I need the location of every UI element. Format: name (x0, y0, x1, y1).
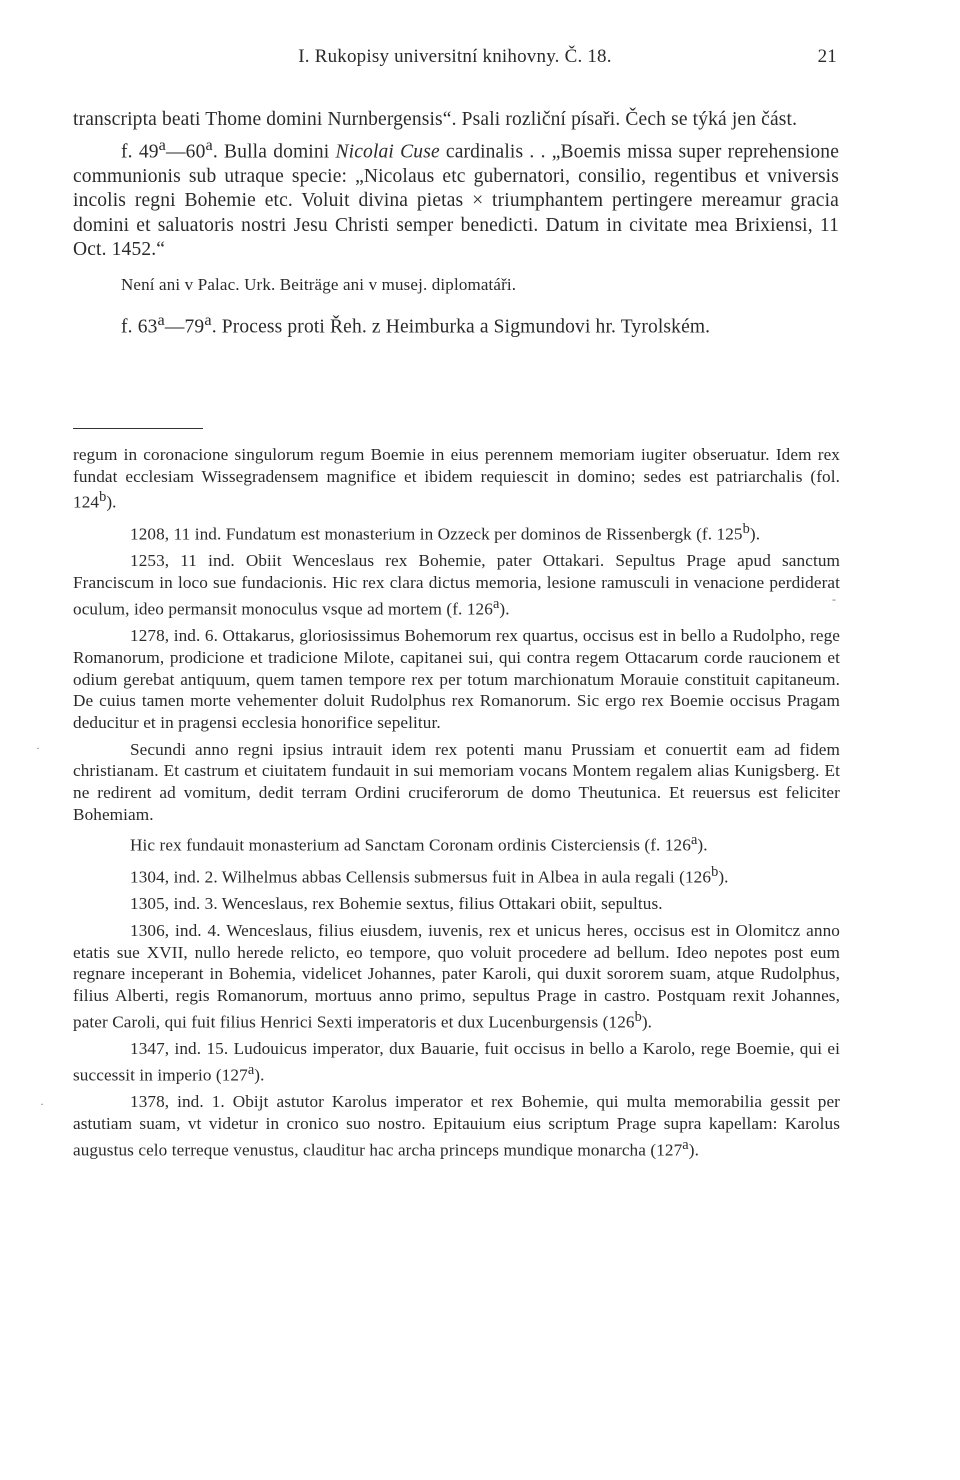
text-run: . Process proti Řeh. z Heimburka a Sigmundovi hr. Tyrolském. (211, 316, 711, 338)
superscript: a (492, 595, 500, 612)
page-header (73, 46, 837, 76)
text-run: Hic rex fundauit monasterium ad Sanctam Coronam ordinis Cisterciensis (f. 126 (130, 836, 691, 856)
text-run: ). (718, 867, 729, 887)
folio-ref: f. 63 (121, 316, 158, 338)
chronicle-paragraph (73, 519, 840, 545)
czech-description (73, 108, 839, 340)
superscript: a (682, 1136, 689, 1153)
italic-name: Nicolai Cuse (335, 141, 440, 163)
text-run: cardinalis . . „Boemis missa super reprehensione communionis sub utraque specie: „Nicolaus etc gubernatori, consilio, regentibus et vniversis incolis regni Bohemie etc. Voluit divina pietas × triumphantem pertingere mereamur gracia domini et saluatoris nostri Jesu Christi semper benedicti. Datum in civitate mea Brixiensi, 11 Oct. 1452.“ (73, 141, 840, 261)
text-run: Secundi anno regni ipsius intrauit idem rex potenti manu Prussiam et conuertit eam ad fidem christianam. Et castrum et ciuitatem fundauit in sui memoriam vocans Montem regalem alias Kunigsberg. Et ne redirent ad vomitum, dedit terram Ordini cruciferorum de domo Theutunica. Et reuersus est feliciter Bohemiam. (73, 739, 840, 824)
chronicle-paragraph (73, 862, 840, 888)
superscript: a (158, 135, 167, 154)
folio-ref: f. 49 (121, 141, 159, 163)
margin-mark: · (40, 1097, 44, 1111)
text-run: ). (641, 1012, 653, 1032)
page-number: 21 (817, 46, 837, 67)
chronicle-paragraph (73, 1091, 840, 1161)
text-run: 1278, ind. 6. Ottakarus, gloriosissimus Bohemorum rex quartus, occisus est in bello a Rudolpho, rege Romanorum, prodicione et tradicione Milote, capitanei sui, qui contra regem Ottacarum corde raucionem et odium gerebat antiquum, quem tamen tempore rex per totum marchionatum Morauie constituit capitaneum. De cuius tamen morte vehementer doluit Rudolphus rex Romanorum. Sic ergo rex Boemie occisus Pragam deducitur et in pragensi ecclesia honorifice sepelitur. (73, 626, 840, 732)
chronicle-paragraph (73, 739, 840, 826)
chronicle-paragraph (73, 893, 840, 915)
folio-ref: —60 (166, 141, 206, 163)
text-run: regum in coronacione singulorum regum Boemie in eius perennem memoriam iugiter obseruatur. Idem rex fundat ecclesiam Wissegradensem magnifice et ibidem requiescit in domino; sedes est patriarchalis (fol. 124 (73, 445, 840, 513)
running-title: I. Rukopisy universitní knihovny. Č. 18. (298, 46, 612, 67)
margin-mark: · (36, 741, 40, 755)
superscript: b (711, 863, 719, 880)
superscript: a (690, 832, 698, 849)
text-run: 1305, ind. 3. Wenceslaus, rex Bohemie sextus, filius Ottakari obiit, sepultus. (130, 894, 663, 914)
superscript: b (742, 520, 750, 537)
text-run: ). (106, 493, 117, 513)
paragraph (73, 133, 839, 263)
latin-excerpt (73, 444, 840, 1161)
chronicle-paragraph (73, 830, 840, 856)
superscript: a (204, 310, 212, 329)
margin-mark: - (832, 592, 836, 606)
text-run: ). (749, 524, 761, 544)
text-run: 1306, ind. 4. Wenceslaus, filius eiusdem, iuvenis, rex et unicus heres, occisus est in Olomitcz anno etatis sue XVII, nullo herede relicto, eo tempore, quo voluit procedere ad bellum. Ideo nepotes post eum regnare inceperant in Bohemia, videlicet Johannes, pater Karoli, qui duxit sororem suam, atque Rudolphus, filius Alberti, regis Romanorum, mortuus anno primo, sepultus Prage in castro. Postquam rexit Johannes, pater Caroli, qui fuit filius Henrici Sexti imperatoris et dux Lucenburgensis (126 (73, 921, 840, 1032)
chronicle-paragraph (73, 444, 840, 514)
paragraph (73, 308, 839, 340)
text-run: 1208, 11 ind. Fundatum est monasterium in Ozzeck per dominos de Rissenbergk (f. 125 (130, 524, 743, 544)
chronicle-paragraph (73, 920, 840, 1033)
text-run: 1378, ind. 1. Obijt astutor Karolus imperator et rex Bohemie, qui multa memorabilia gessit per astutiam suam, vt videtur in cronico suo nostro. Epitauium eius scriptum Prage supra kapellam: Karolus augustus celo terreque venustus, clauditur hac archa princeps mundique monarcha (127 (73, 1092, 840, 1160)
superscript: b (634, 1008, 642, 1025)
text-run: 1304, ind. 2. Wilhelmus abbas Cellensis submersus fuit in Albea in aula regali (126 (130, 867, 712, 887)
text-run: . Bulla domini (212, 141, 336, 163)
superscript: a (157, 310, 165, 329)
superscript: b (99, 489, 107, 506)
paragraph: transcripta beati Thome domini Nurnbergensis“. Psali rozliční písaři. Čech se týká jen část. (73, 109, 798, 130)
text-run: ). (254, 1065, 265, 1085)
chronicle-paragraph (73, 1038, 840, 1086)
chronicle-paragraph (73, 550, 840, 620)
text-run: ). (688, 1140, 699, 1160)
superscript: a (247, 1061, 255, 1078)
text-run: ). (499, 599, 510, 619)
note-paragraph: Není ani v Palac. Urk. Beiträge ani v musej. diplomatáři. (121, 275, 517, 295)
folio-ref: —79 (164, 316, 205, 338)
text-run: 1347, ind. 15. Ludouicus imperator, dux Bauarie, fuit occisus in bello a Karolo, rege Boemie, qui ei successit in imperio (127 (73, 1039, 840, 1085)
chronicle-paragraph (73, 625, 840, 734)
section-divider (73, 428, 203, 429)
superscript: a (205, 135, 213, 154)
text-run: 1253, 11 ind. Obiit Wenceslaus rex Bohemie, pater Ottakari. Sepultus Prage apud sanctum Franciscum in loco sue fundacionis. Hic rex clara dictus memoria, lesione ramusculi in venacione perdiderat oculum, ideo permansit monoculus vsque ad mortem (f. 126 (73, 551, 840, 619)
text-run: ). (697, 836, 708, 856)
